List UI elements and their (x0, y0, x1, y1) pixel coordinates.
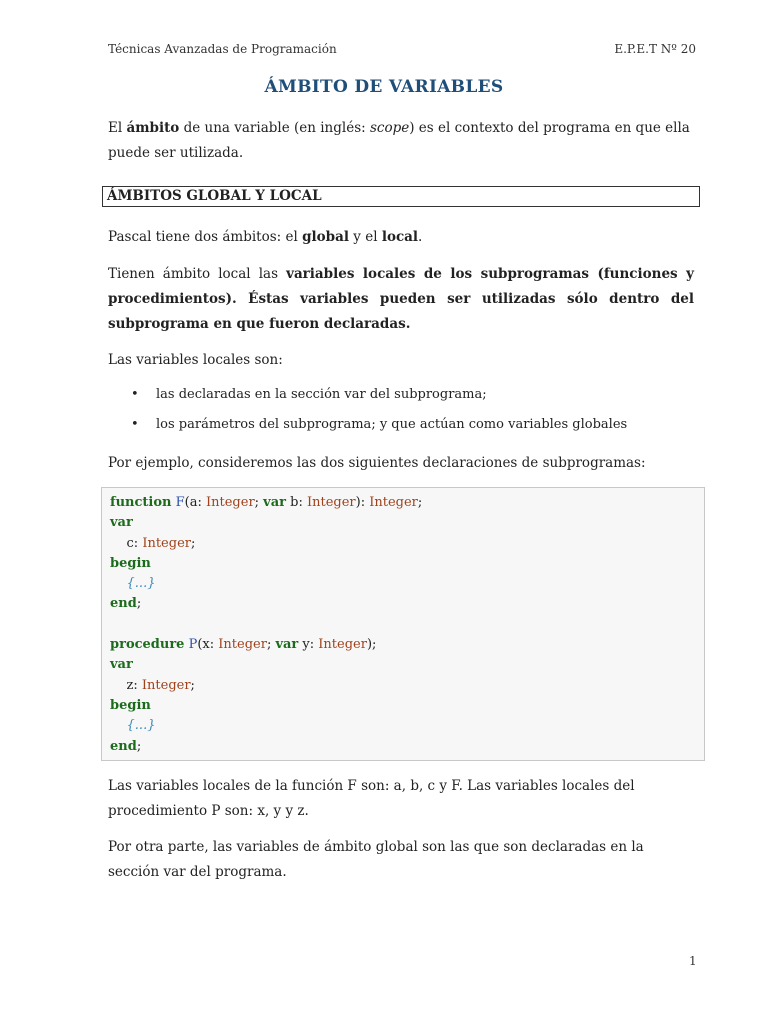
page-number: 1 (689, 954, 697, 968)
type-name: Integer (141, 677, 191, 693)
keyword: var (110, 657, 133, 673)
comment: {...} (110, 718, 156, 734)
local-variables-list (128, 380, 688, 440)
keyword: var (263, 495, 286, 510)
two-scopes-global: global (302, 229, 349, 245)
type-name: Integer (142, 535, 191, 551)
code-line: z: Integer; (110, 677, 195, 693)
two-scopes-pre: Pascal tiene dos ámbitos: el (108, 229, 303, 245)
local-scope-pre: Tienen ámbito local las (108, 266, 287, 282)
type-name: Integer (369, 495, 418, 510)
page-header-left: Técnicas Avanzadas de Programación (108, 42, 337, 56)
two-scopes-paragraph (108, 225, 694, 250)
code-line (110, 696, 704, 716)
list-item-text: las declaradas en la sección var del subprograma; (156, 387, 487, 402)
keyword: var (110, 515, 133, 531)
code-line (110, 554, 704, 574)
identifier: P (188, 637, 198, 653)
keyword: procedure (110, 637, 185, 653)
type-name: Integer (306, 495, 356, 510)
code-line: procedure P(x: Integer; var y: Integer); (110, 637, 377, 653)
identifier: F (175, 495, 185, 510)
code-line (110, 716, 704, 736)
list-item (128, 410, 688, 440)
global-scope-paragraph: Por otra parte, las variables de ámbito global son las que son declaradas en la sección var del programa. (108, 839, 644, 880)
code-line-blank (110, 615, 704, 635)
list-item-text: los parámetros del subprograma; y que actúan como variables globales (156, 417, 628, 432)
intro-text-italic: scope (369, 120, 410, 136)
intro-text-pre: El (108, 120, 127, 136)
two-scopes-local: local (381, 229, 419, 245)
type-name: Integer (206, 495, 255, 510)
code-line (110, 574, 704, 594)
keyword: var (275, 637, 299, 653)
bullet-dot: • (131, 387, 139, 402)
list-item (128, 380, 688, 410)
keyword: function (110, 495, 172, 510)
two-scopes-post: . (418, 229, 423, 245)
bullet-dot: • (131, 417, 139, 432)
intro-paragraph (108, 116, 694, 166)
type-name: Integer (318, 637, 367, 653)
summary-paragraph: Las variables locales de la función F son: a, b, c y F. Las variables locales del procedimiento P son: x, y y z. (108, 778, 635, 819)
type-name: Integer (218, 637, 267, 653)
intro-text-mid: de una variable (en inglés: (179, 120, 370, 136)
keyword: begin (110, 555, 151, 571)
two-scopes-mid: y el (349, 229, 382, 245)
local-scope-paragraph (108, 262, 694, 337)
code-line: end; (110, 738, 142, 754)
code-line: function F(a: Integer; var b: Integer): Integer; (110, 495, 423, 510)
code-line: end; (110, 596, 142, 612)
intro-text-post: ) es el contexto del programa en que ella puede ser utilizada. (108, 120, 690, 161)
page-header-right: E.P.E.T Nº 20 (614, 42, 696, 56)
intro-text-bold: ámbito (126, 120, 180, 136)
section-heading: ÁMBITOS GLOBAL Y LOCAL (102, 186, 700, 207)
code-block (101, 487, 705, 761)
example-intro: Por ejemplo, consideremos las dos siguientes declaraciones de subprogramas: (108, 455, 646, 471)
code-line (110, 655, 704, 675)
keyword: end (110, 596, 137, 612)
code-line: c: Integer; (110, 535, 196, 551)
document-title: ÁMBITO DE VARIABLES (264, 77, 504, 97)
local-scope-bold: variables locales de los subprogramas (funciones y procedimientos). Éstas variables pueden ser utilizadas sólo dentro del subprograma en que fueron declaradas. (108, 266, 694, 332)
keyword: end (110, 738, 137, 754)
local-list-intro: Las variables locales son: (108, 352, 283, 368)
comment: {...} (110, 576, 156, 592)
code-line (110, 513, 704, 533)
keyword: begin (110, 697, 151, 713)
